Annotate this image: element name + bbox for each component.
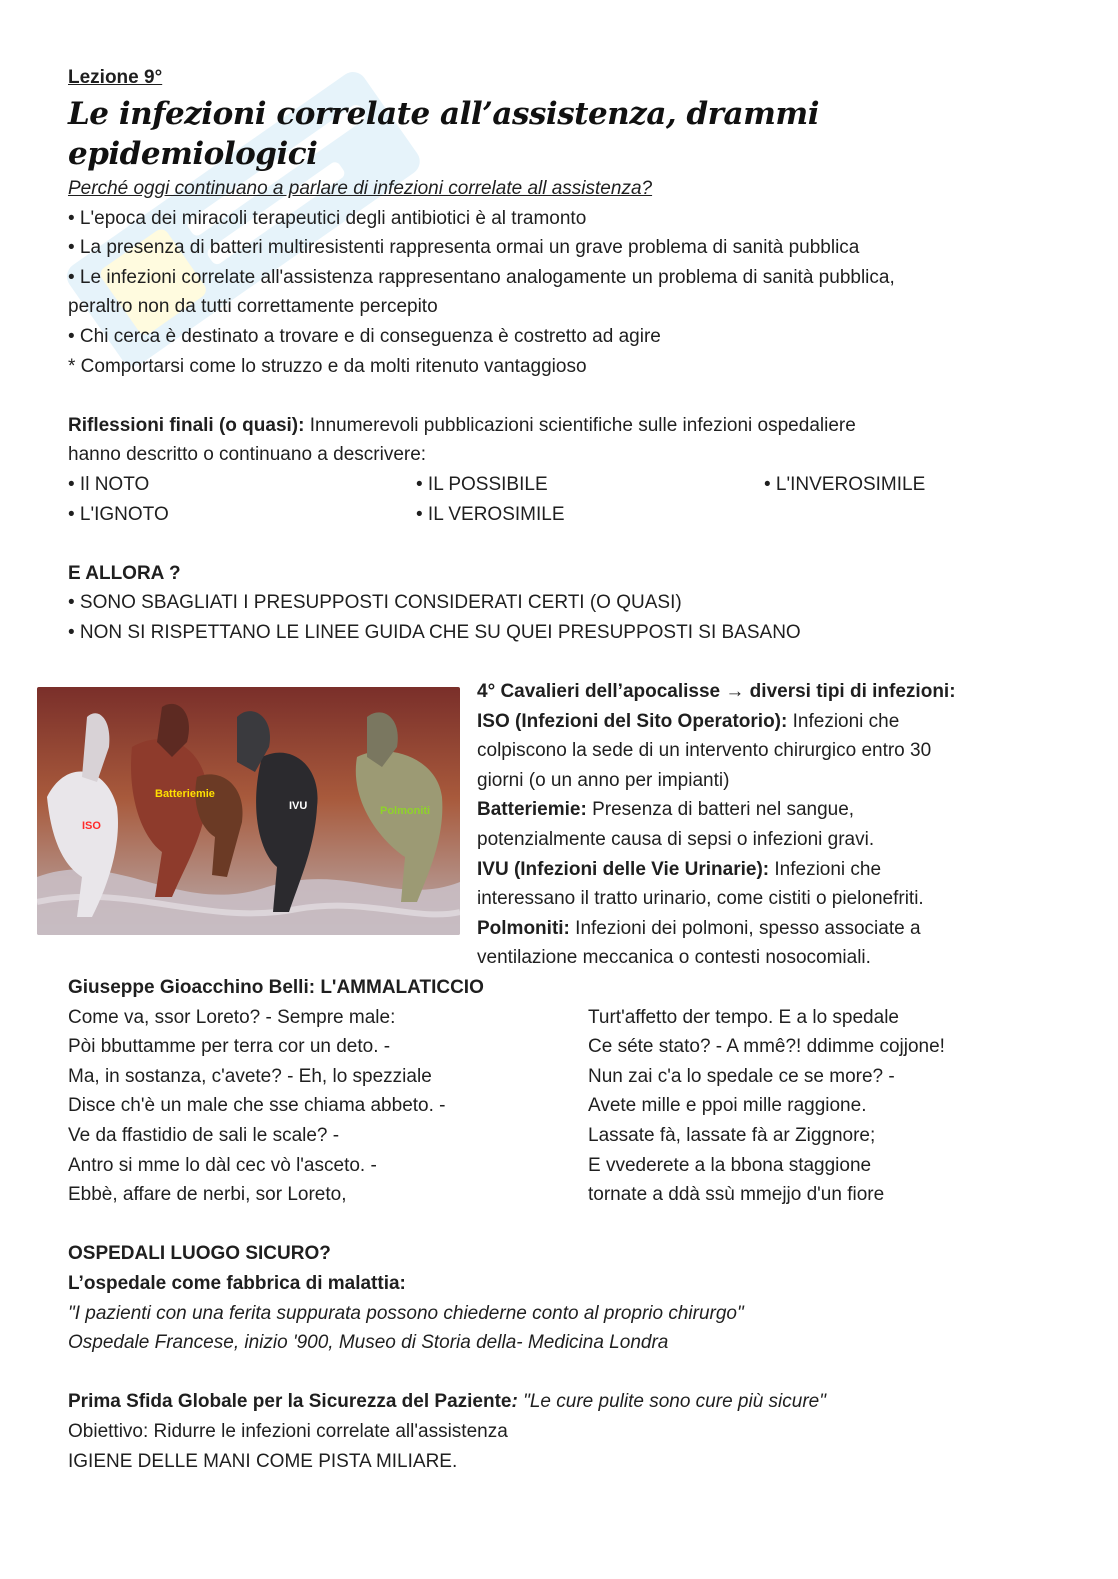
document-page xyxy=(68,64,1058,1476)
polmoniti-text: Infezioni dei polmoni, spesso associate a xyxy=(569,917,921,939)
poem-line: Pòi bbuttamme per terra cor un deto. - xyxy=(68,1036,391,1058)
allora-bullet: • NON SI RISPETTANO LE LINEE GUIDA CHE SU QUEI PRESUPPOSTI SI BASANO xyxy=(68,621,801,643)
four-horsemen-image xyxy=(37,687,460,935)
poem-line: Disce ch'è un male che sse chiama abbeto. - xyxy=(68,1095,446,1117)
horsemen-illustration xyxy=(37,687,460,935)
intro-bullet: • Chi cerca è destinato a trovare e di conseguenza è costretto ad agire xyxy=(68,325,661,347)
image-label-iso: ISO xyxy=(82,820,101,833)
poem-right-column xyxy=(588,1003,1058,1210)
poem-left-column xyxy=(68,1003,588,1210)
allora-bullet: • SONO SBAGLIATI I PRESUPPOSTI CONSIDERATI CERTI (O QUASI) xyxy=(68,592,682,614)
iso-text-3: giorni (o un anno per impianti) xyxy=(477,769,730,791)
allora-heading: E ALLORA ? xyxy=(68,562,181,584)
riders-heading: 4° Cavalieri dell’apocalisse → diversi tipi di infezioni: xyxy=(477,681,956,703)
list-item: • Il NOTO xyxy=(68,473,150,495)
hospitals-heading: OSPEDALI LUOGO SICURO? xyxy=(68,1243,331,1265)
poem-line: Turt'affetto der tempo. E a lo spedale xyxy=(588,1006,899,1028)
challenge-label: Prima Sfida Globale per la Sicurezza del Paziente xyxy=(68,1391,512,1413)
hospitals-quote: "I pazienti con una ferita suppurata possono chiederne conto al proprio chirurgo" xyxy=(68,1302,744,1324)
batteriemie-text: Presenza di batteri nel sangue, xyxy=(586,799,855,821)
poem-line: Avete mille e ppoi mille raggione. xyxy=(588,1095,867,1117)
image-label-polmoniti: Polmoniti xyxy=(380,805,431,818)
challenge-quote: "Le cure pulite sono cure più sicure" xyxy=(517,1391,826,1413)
list-item: • IL POSSIBILE xyxy=(416,473,548,495)
hospitals-subheading: L’ospedale come fabbrica di malattia: xyxy=(68,1273,406,1295)
intro-bullet: • La presenza di batteri multiresistenti rappresenta ormai un grave problema di sanità pubblica xyxy=(68,237,860,259)
ivu-text-2: interessano il tratto urinario, come cistiti o pielonefriti. xyxy=(477,888,924,910)
intro-bullet: • L'epoca dei miracoli terapeutici degli antibiotici è al tramonto xyxy=(68,207,587,229)
iso-text-2: colpiscono la sede di un intervento chirurgico entro 30 xyxy=(477,740,932,762)
iso-text: Infezioni che xyxy=(787,710,900,732)
riders-description xyxy=(477,677,1077,973)
reflections-text: Innumerevoli pubblicazioni scientifiche sulle infezioni ospedaliere xyxy=(304,414,856,436)
reflections-paragraph xyxy=(68,411,1058,441)
challenge-objective: Obiettivo: Ridurre le infezioni correlate all'assistenza xyxy=(68,1421,508,1442)
poem-line: Lassate fà, lassate fà ar Ziggnore; xyxy=(588,1125,876,1147)
intro-bullet: • Le infezioni correlate all'assistenza rappresentano analogamente un problema di sanità pubblica, xyxy=(68,266,895,288)
iso-label: ISO (Infezioni del Sito Operatorio): xyxy=(477,710,788,732)
poem-line: Come va, ssor Loreto? - Sempre male: xyxy=(68,1006,396,1028)
poem-line: Ma, in sostanza, c'avete? - Eh, lo spezziale xyxy=(68,1065,432,1087)
poem-line: Ve da ffastidio de sali le scale? - xyxy=(68,1125,340,1147)
intro-question: Perché oggi continuano a parlare di infezioni correlate all assistenza? xyxy=(68,178,653,199)
polmoniti-label: Polmoniti: xyxy=(477,917,570,939)
poem-heading: Giuseppe Gioacchino Belli: L'AMMALATICCIO xyxy=(68,977,484,999)
reflections-text-2: hanno descritto o continuano a descrivere: xyxy=(68,444,427,466)
hospitals-source: Ospedale Francese, inizio '900, Museo di Storia della- Medicina Londra xyxy=(68,1332,669,1354)
ivu-label: IVU (Infezioni delle Vie Urinarie): xyxy=(477,858,770,880)
poem-line: tornate a ddà ssù mmejjo d'un fiore xyxy=(588,1184,885,1206)
reflections-label: Riflessioni finali (o quasi): xyxy=(68,414,305,436)
challenge-line xyxy=(68,1387,1058,1417)
challenge-colon: : xyxy=(511,1391,518,1413)
list-item: • IL VEROSIMILE xyxy=(416,503,565,525)
riders-section xyxy=(68,677,1058,973)
polmoniti-text-2: ventilazione meccanica o contesti nosocomiali. xyxy=(477,947,871,969)
batteriemie-text-2: potenzialmente causa di sepsi o infezioni gravi. xyxy=(477,829,875,851)
challenge-final: IGIENE DELLE MANI COME PISTA MILIARE. xyxy=(68,1450,458,1472)
intro-bullet-continuation: peraltro non da tutti correttamente percepito xyxy=(68,296,438,318)
list-item xyxy=(764,500,1058,530)
poem-line: Nun zai c'a lo spedale ce se more? - xyxy=(588,1065,895,1087)
poem-body xyxy=(68,1003,1058,1210)
batteriemie-label: Batteriemie: xyxy=(477,799,587,821)
reflections-list xyxy=(68,470,1058,529)
image-label-batteriemie: Batteriemie xyxy=(155,788,215,801)
poem-line: Antro si mme lo dàl cec vò l'asceto. - xyxy=(68,1154,377,1176)
list-item: • L'IGNOTO xyxy=(68,503,169,525)
ivu-text: Infezioni che xyxy=(769,858,882,880)
image-label-ivu: IVU xyxy=(289,800,308,813)
poem-line: Ce séte stato? - A mmê?! ddimme cojjone! xyxy=(588,1036,945,1058)
list-item: • L'INVEROSIMILE xyxy=(764,473,926,495)
poem-line: Ebbè, affare de nerbi, sor Loreto, xyxy=(68,1184,347,1206)
intro-bullet: * Comportarsi come lo struzzo e da molti ritenuto vantaggioso xyxy=(68,355,587,377)
poem-line: E vvederete a la bbona staggione xyxy=(588,1154,872,1176)
lesson-number: Lezione 9° xyxy=(68,67,163,88)
page-title: Le infezioni correlate all’assistenza, drammi epidemiologici xyxy=(68,96,819,172)
